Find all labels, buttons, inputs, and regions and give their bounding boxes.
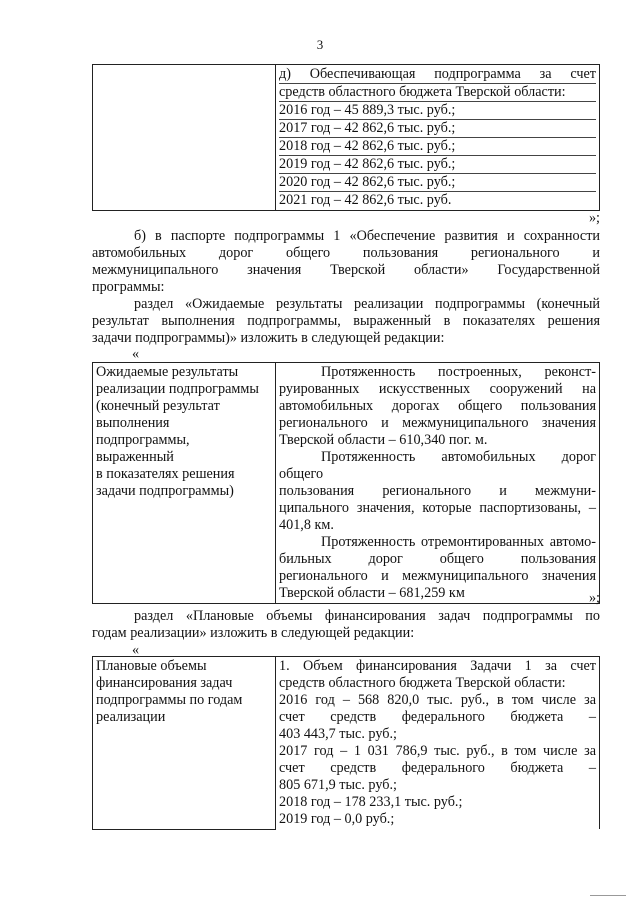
text-line: выраженный	[96, 449, 174, 465]
text-line: раздел «Ожидаемые результаты реализации подпрограммы (конечный	[134, 296, 600, 312]
text-line: 2017 год – 42 862,6 тыс. руб.;	[279, 120, 596, 138]
closing-quote: »;	[588, 210, 600, 226]
text-line: 2016 год – 568 820,0 тыс. руб., в том числе за	[279, 692, 596, 708]
text-line: 2018 год – 42 862,6 тыс. руб.;	[279, 138, 596, 156]
text-line: задачи подпрограммы)» изложить в следующей редакции:	[92, 330, 445, 346]
table-planned-financing	[92, 656, 600, 830]
table1-left-cell	[93, 65, 276, 211]
text-line: Тверской области – 681,259 км	[279, 585, 465, 601]
text-line: финансирования задач	[96, 675, 233, 691]
text-line: средств областного бюджета Тверской области:	[279, 675, 566, 691]
text-line: средств областного бюджета Тверской области:	[279, 84, 596, 102]
text-line: автомобильных дорогах общего пользования	[279, 398, 596, 414]
text-line: раздел «Плановые объемы финансирования задач подпрограммы по	[134, 608, 600, 624]
text-line: регионального и межмуниципального значения	[279, 415, 596, 431]
text-line: 2021 год – 42 862,6 тыс. руб.	[279, 192, 452, 208]
text-line: реализации	[96, 709, 166, 725]
table2-right-cell	[276, 363, 600, 604]
text-line: регионального и межмуниципального значения	[279, 568, 596, 584]
text-line: автомобильных дорог общего пользования регионального и	[92, 245, 600, 261]
text-line: подпрограммы по годам	[96, 692, 243, 708]
text-line: межмуниципального значения Тверской области» Государственной	[92, 262, 600, 278]
text-line: 2016 год – 45 889,3 тыс. руб.;	[279, 102, 596, 120]
result-paragraph-1	[279, 364, 596, 449]
table1-right-cell	[276, 65, 600, 211]
paragraph-section-planned-financing	[92, 608, 600, 642]
text-line: Протяженность построенных, реконст-	[321, 364, 596, 380]
text-line: 2019 год – 42 862,6 тыс. руб.;	[279, 156, 596, 174]
text-line: 401,8 км.	[279, 517, 334, 533]
opening-quote: «	[132, 346, 140, 362]
table-expected-results	[92, 362, 600, 604]
text-line: руированных искусственных сооружений на	[279, 381, 596, 397]
text-line: Протяженность автомобильных дорог общего	[279, 449, 596, 482]
table-security-subprogram	[92, 64, 600, 211]
text-line: пользования регионального и межмуни-	[279, 483, 596, 499]
text-line: 2018 год – 178 233,1 тыс. руб.;	[279, 794, 463, 810]
closing-quote: »;	[588, 590, 600, 606]
text-line: д) Обеспечивающая подпрограмма за счет	[279, 66, 596, 82]
text-line: 403 443,7 тыс. руб.;	[279, 726, 397, 742]
scan-artifact-line	[590, 895, 626, 896]
paragraph-b	[92, 228, 600, 296]
text-line: 2017 год – 1 031 786,9 тыс. руб., в том числе за	[279, 743, 596, 759]
table2-left-cell	[93, 363, 276, 604]
opening-quote: «	[132, 642, 140, 658]
text-line: 1. Объем финансирования Задачи 1 за счет	[279, 658, 596, 674]
text-line: годам реализации» изложить в следующей редакции:	[92, 625, 415, 641]
text-line: задачи подпрограммы)	[96, 483, 234, 499]
page-number: 3	[316, 37, 324, 52]
text-line: (конечный результат	[96, 398, 220, 414]
text-line: счет средств федерального бюджета –	[279, 709, 596, 725]
text-line: бильных дорог общего пользования	[279, 551, 596, 567]
text-line: Ожидаемые результаты	[96, 364, 239, 380]
text-line: Протяженность отремонтированных автомо-	[321, 534, 596, 550]
table3-right-cell	[276, 657, 600, 830]
text-line: Тверской области – 610,340 пог. м.	[279, 432, 488, 448]
text-line: выполнения	[96, 415, 170, 431]
text-line: счет средств федерального бюджета –	[279, 760, 596, 776]
table3-left-cell	[93, 657, 276, 830]
text-line: в показателях решения	[96, 466, 235, 482]
text-line: ципального значения, которые паспортизованы, –	[279, 500, 596, 516]
text-line: Плановые объемы	[96, 658, 207, 674]
text-line: 2019 год – 0,0 руб.;	[279, 811, 395, 827]
text-line: 2020 год – 42 862,6 тыс. руб.;	[279, 174, 596, 192]
text-line: реализации подпрограммы	[96, 381, 259, 397]
result-paragraph-2	[279, 449, 596, 534]
text-line: подпрограммы,	[96, 432, 190, 448]
text-line: программы:	[92, 279, 165, 295]
text-line: результат выполнения подпрограммы, выраженный в показателях решения	[92, 313, 600, 329]
paragraph-section-expected-results	[92, 296, 600, 347]
text-line: б) в паспорте подпрограммы 1 «Обеспечение развития и сохранности	[134, 228, 600, 244]
text-line: 805 671,9 тыс. руб.;	[279, 777, 397, 793]
